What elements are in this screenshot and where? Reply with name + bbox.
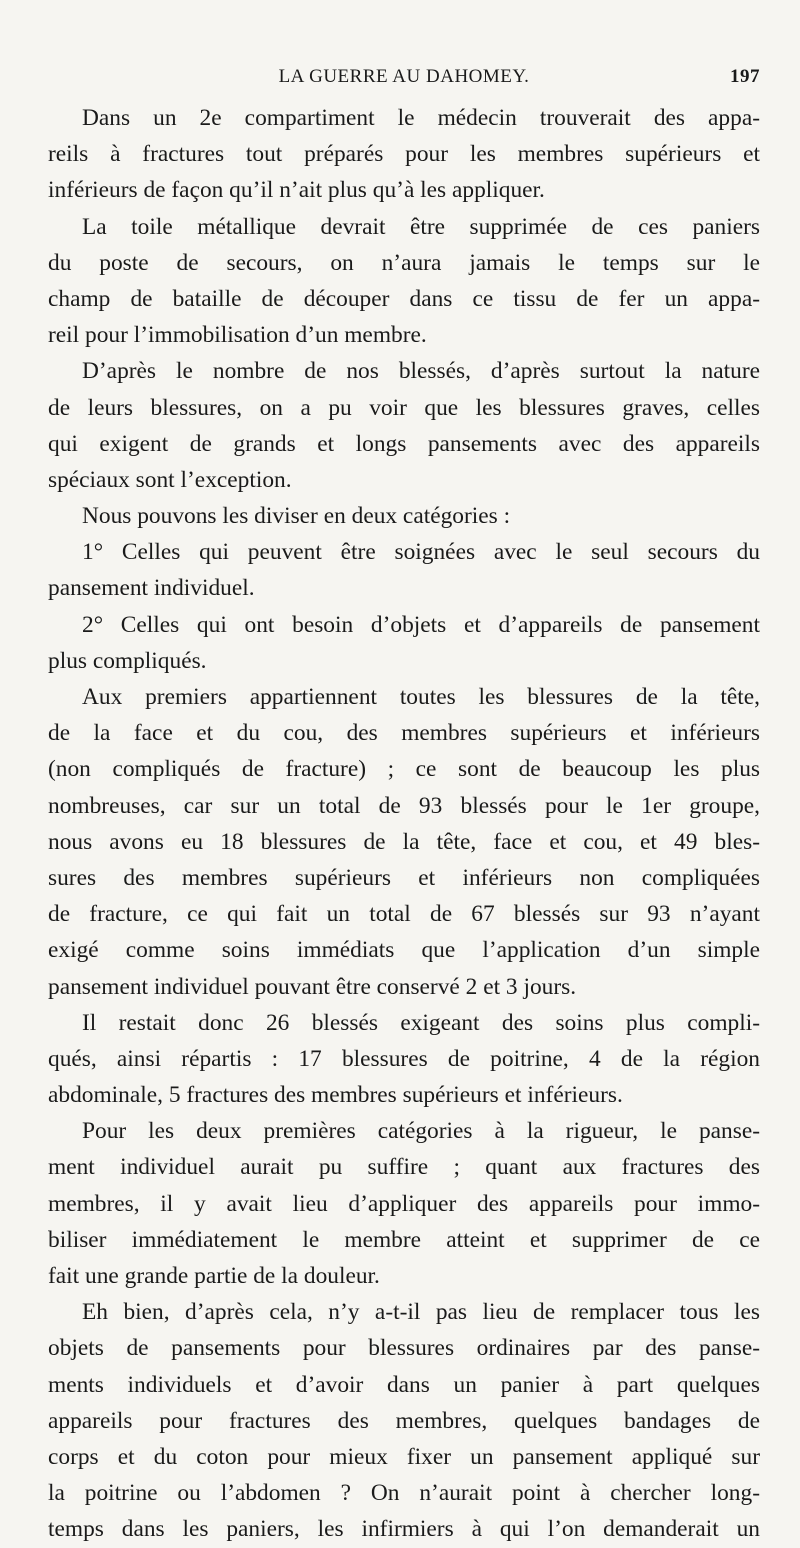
- text-line: 1° Celles qui peuvent être soignées avec le seul secours du: [82, 539, 760, 566]
- text-line: plus compliqués.: [48, 647, 207, 674]
- page-number: 197: [730, 66, 760, 87]
- text-line: fait une grande partie de la douleur.: [48, 1263, 380, 1289]
- running-title: LA GUERRE AU DAHOMEY.: [278, 66, 530, 87]
- text-line: nombreuses, car sur un total de 93 blessés pour le 1er groupe,: [48, 792, 760, 819]
- text-line: Aux premiers appartiennent toutes les blessures de la tête,: [82, 684, 760, 710]
- running-head: [48, 60, 760, 94]
- text-line: reils à fractures tout préparés pour les membres supérieurs et: [48, 141, 760, 168]
- text-line: Il restait donc 26 blessés exigeant des soins plus compli-: [82, 1009, 760, 1036]
- text-line: biliser immédiatement le membre atteint et supprimer de ce: [48, 1226, 760, 1253]
- text-line: Pour les deux premières catégories à la rigueur, le panse-: [82, 1118, 760, 1145]
- text-line: corps et du coton pour mieux fixer un pansement appliqué sur: [48, 1443, 760, 1470]
- text-line: inférieurs de façon qu’il n’ait plus qu’à les appliquer.: [48, 177, 545, 204]
- text-line: de leurs blessures, on a pu voir que les blessures graves, celles: [48, 394, 760, 421]
- text-line: reil pour l’immobilisation d’un membre.: [48, 322, 427, 349]
- text-line: de fracture, ce qui fait un total de 67 blessés sur 93 n’ayant: [48, 901, 760, 928]
- text-line: nous avons eu 18 blessures de la tête, face et cou, et 49 bles-: [48, 828, 760, 855]
- text-line: exigé comme soins immédiats que l’application d’un simple: [48, 937, 760, 964]
- text-line: ment individuel aurait pu suffire ; quant aux fractures des: [48, 1154, 760, 1181]
- text-line: Eh bien, d’après cela, n’y a-t-il pas lieu de remplacer tous les: [82, 1299, 760, 1326]
- text-line: abdominale, 5 fractures des membres supérieurs et inférieurs.: [48, 1082, 623, 1109]
- text-line: D’après le nombre de nos blessés, d’après surtout la nature: [82, 358, 760, 385]
- body-text: [48, 100, 760, 1548]
- text-line: membres, il y avait lieu d’appliquer des appareils pour immo-: [48, 1190, 760, 1217]
- text-line: (non compliqués de fracture) ; ce sont de beaucoup les plus: [48, 756, 760, 783]
- text-line: pansement individuel pouvant être conservé 2 et 3 jours.: [48, 973, 577, 1000]
- text-line: appareils pour fractures des membres, quelques bandages de: [48, 1407, 760, 1434]
- text-line: spéciaux sont l’exception.: [48, 466, 292, 493]
- text-line: objets de pansements pour blessures ordinaires par des panse-: [48, 1335, 760, 1362]
- text-line: qués, ainsi répartis : 17 blessures de poitrine, 4 de la région: [48, 1045, 760, 1072]
- text-line: la poitrine ou l’abdomen ? On n’aurait point à chercher long-: [48, 1480, 760, 1507]
- text-line: Nous pouvons les diviser en deux catégories :: [82, 503, 511, 530]
- text-line: de la face et du cou, des membres supérieurs et inférieurs: [48, 720, 760, 747]
- text-line: temps dans les paniers, les infirmiers à qui l’on demanderait un: [48, 1516, 760, 1543]
- text-line: du poste de secours, on n’aura jamais le temps sur le: [48, 249, 760, 276]
- text-line: champ de bataille de découper dans ce tissu de fer un appa-: [48, 285, 760, 312]
- text-line: sures des membres supérieurs et inférieurs non compliquées: [48, 864, 760, 891]
- text-line: ments individuels et d’avoir dans un panier à part quelques: [48, 1371, 760, 1398]
- text-line: 2° Celles qui ont besoin d’objets et d’appareils de pansement: [82, 611, 760, 638]
- text-line: La toile métallique devrait être supprimée de ces paniers: [82, 213, 760, 240]
- text-line: qui exigent de grands et longs pansements avec des appareils: [48, 430, 760, 457]
- text-line: Dans un 2e compartiment le médecin trouverait des appa-: [82, 105, 760, 131]
- text-line: pansement individuel.: [48, 575, 255, 602]
